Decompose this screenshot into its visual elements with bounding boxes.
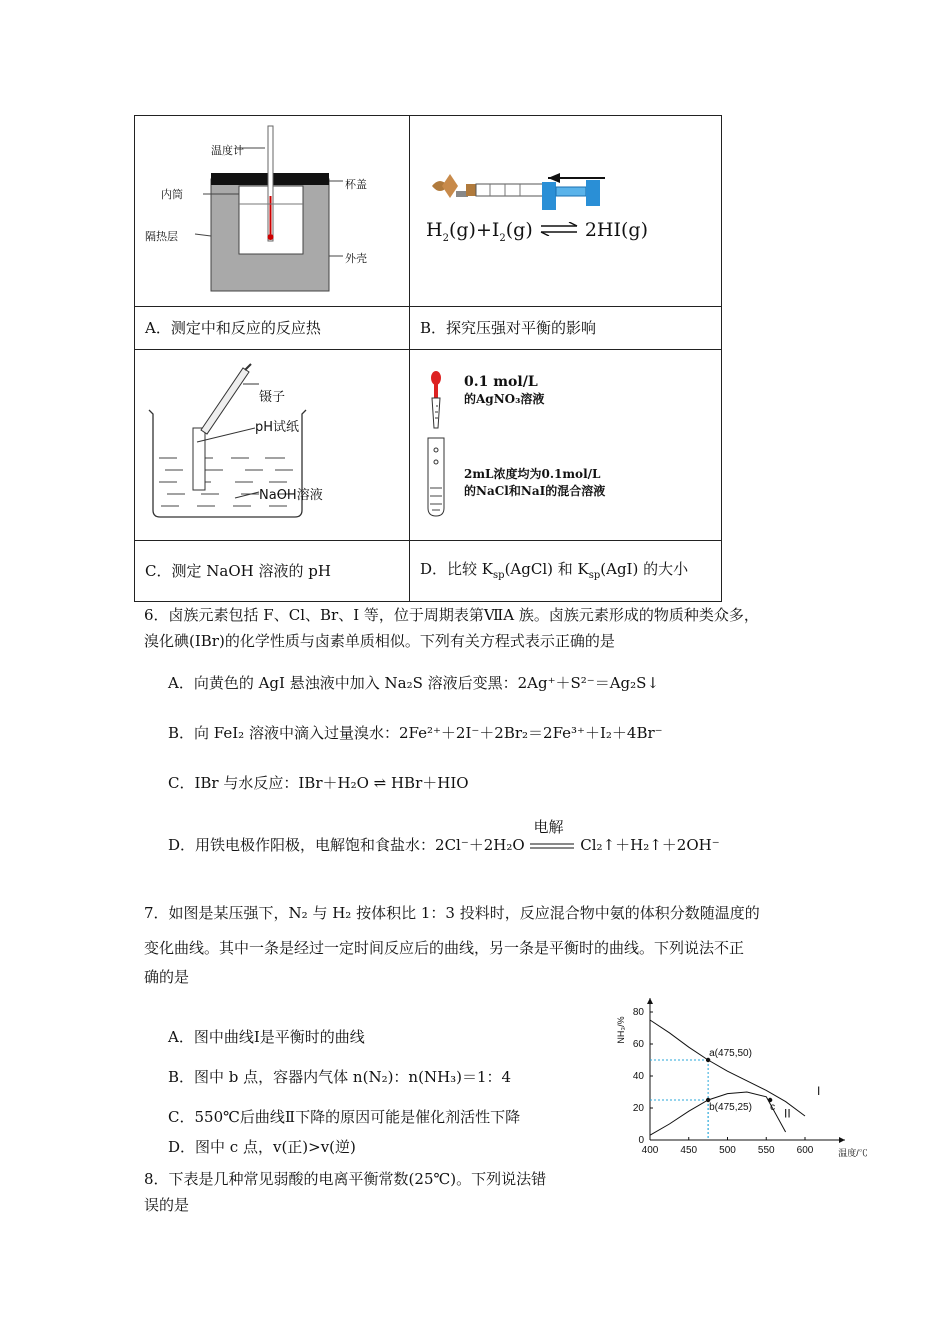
q6-option-b: B．向 FeI₂ 溶液中滴入过量溴水：2Fe²⁺＋2I⁻＋2Br₂＝2Fe³⁺＋I₂＋4Br⁻ (168, 724, 663, 742)
label-lid: 杯盖 (345, 178, 367, 191)
x-tick-label: 450 (680, 1145, 698, 1156)
cell-a-caption: A．测定中和反应的反应热 (135, 307, 410, 350)
label-ph-paper: pH试纸 (255, 420, 300, 435)
q6-option-c: C．IBr 与水反应：IBr＋H₂O ⇌ HBr＋HIO (168, 774, 469, 792)
cell-c-caption: C．测定 NaOH 溶液的 pH (135, 541, 410, 602)
experiment-table (134, 115, 722, 602)
y-tick-label: 20 (632, 1103, 644, 1114)
dropper-tube-figure (410, 350, 721, 536)
calorimeter-figure (135, 116, 409, 302)
label-shell: 外壳 (345, 252, 367, 265)
cell-d-caption: D．比较 $K_{sp}(AgCl)$ 和 $K_{sp}(AgI)$ 的大小 (410, 541, 722, 602)
label-tweezers: 镊子 (259, 390, 286, 405)
cell-a-figure (135, 116, 410, 307)
x-tick-label: 400 (641, 1145, 659, 1156)
label-insulation: 隔热层 (145, 230, 178, 243)
point-label-1: b(475,25) (709, 1102, 752, 1113)
q6-option-d: D．用铁电极作阳极，电解饱和食盐水：2Cl⁻＋2H₂O 电解 Cl₂↑＋H₂↑＋2OH⁻ (168, 818, 720, 854)
q6-option-a: A．向黄色的 AgI 悬浊液中加入 Na₂S 溶液后变黑：2Ag⁺＋S²⁻＝Ag₂S↓ (168, 674, 660, 692)
beaker-figure (135, 350, 409, 536)
label-thermometer: 温度计 (211, 144, 244, 157)
nh3-temperature-chart (610, 990, 880, 1170)
q7-option-d: D．图中 c 点，v(正)>v(逆) (168, 1138, 356, 1156)
q7-option-c: C．550℃后曲线Ⅱ下降的原因可能是催化剂活性下降 (168, 1108, 521, 1126)
series-II-label: II (784, 1106, 791, 1121)
x-tick-label: 500 (719, 1145, 736, 1156)
point-label-0: a(475,50) (709, 1048, 752, 1059)
cell-b-caption: B．探究压强对平衡的影响 (410, 307, 722, 350)
q7-option-b: B．图中 b 点，容器内气体 n(N₂)：n(NH₃)＝1：4 (168, 1068, 512, 1086)
question-8-stem: 8．下表是几种常见弱酸的电离平衡常数(25℃)。下列说法错 误的是 (144, 1170, 547, 1214)
x-axis-arrow-icon (839, 1137, 845, 1143)
series-II-line (650, 1092, 786, 1135)
dropper-label: 0.1 mol/L 的AgNO₃溶液 (464, 374, 545, 406)
label-inner: 内筒 (161, 188, 183, 201)
q7-option-a: A．图中曲线Ⅰ是平衡时的曲线 (168, 1028, 365, 1046)
point-label-2: c (770, 1102, 776, 1113)
cell-c-figure (135, 350, 410, 541)
y-tick-label: 60 (632, 1039, 644, 1050)
question-7-stem: 7．如图是某压强下，N₂ 与 H₂ 按体积比 1：3 投料时，反应混合物中氨的体积分数随温度的 变化曲线。其中一条是经过一定时间反应后的曲线，另一条是平衡时的曲线。下列说法不正 确的是 (144, 904, 760, 986)
equation-g: (g) (505, 219, 533, 241)
equation-i: (g)+I (448, 219, 500, 241)
tube-label: 2mL浓度均为0.1mol/L 的NaCl和NaI的混合溶液 (464, 467, 606, 498)
electrolysis-arrow: 电解 (533, 818, 564, 836)
syringe-figure (410, 116, 721, 302)
cell-b-figure (410, 116, 722, 307)
y-tick-label: 80 (632, 1007, 644, 1018)
y-tick-label: 40 (632, 1071, 644, 1082)
equilibrium-equation: $H_2(g)+I_2(g)$ 2HI(g) (426, 219, 648, 244)
cell-d-figure (410, 350, 722, 541)
equation-product: 2HI(g) (584, 219, 648, 241)
y-tick-label: 0 (638, 1135, 644, 1146)
y-axis-label: NH₃/% (616, 1016, 626, 1044)
x-tick-label: 600 (796, 1145, 814, 1156)
x-axis-label: 温度/℃ (838, 1148, 868, 1158)
equation-h: H (426, 219, 443, 241)
label-naoh: NaOH溶液 (259, 488, 323, 503)
x-tick-label: 550 (757, 1145, 775, 1156)
series-I-label: I (817, 1084, 821, 1099)
question-6-stem: 6．卤族元素包括 F、Cl、Br、I 等，位于周期表第ⅦA 族。卤族元素形成的物质种类众多， 溴化碘(IBr)的化学性质与卤素单质相似。下列有关方程式表示正确的是 (144, 606, 759, 650)
y-axis-arrow-icon (647, 998, 653, 1004)
equilibrium-arrow-icon (539, 219, 579, 241)
